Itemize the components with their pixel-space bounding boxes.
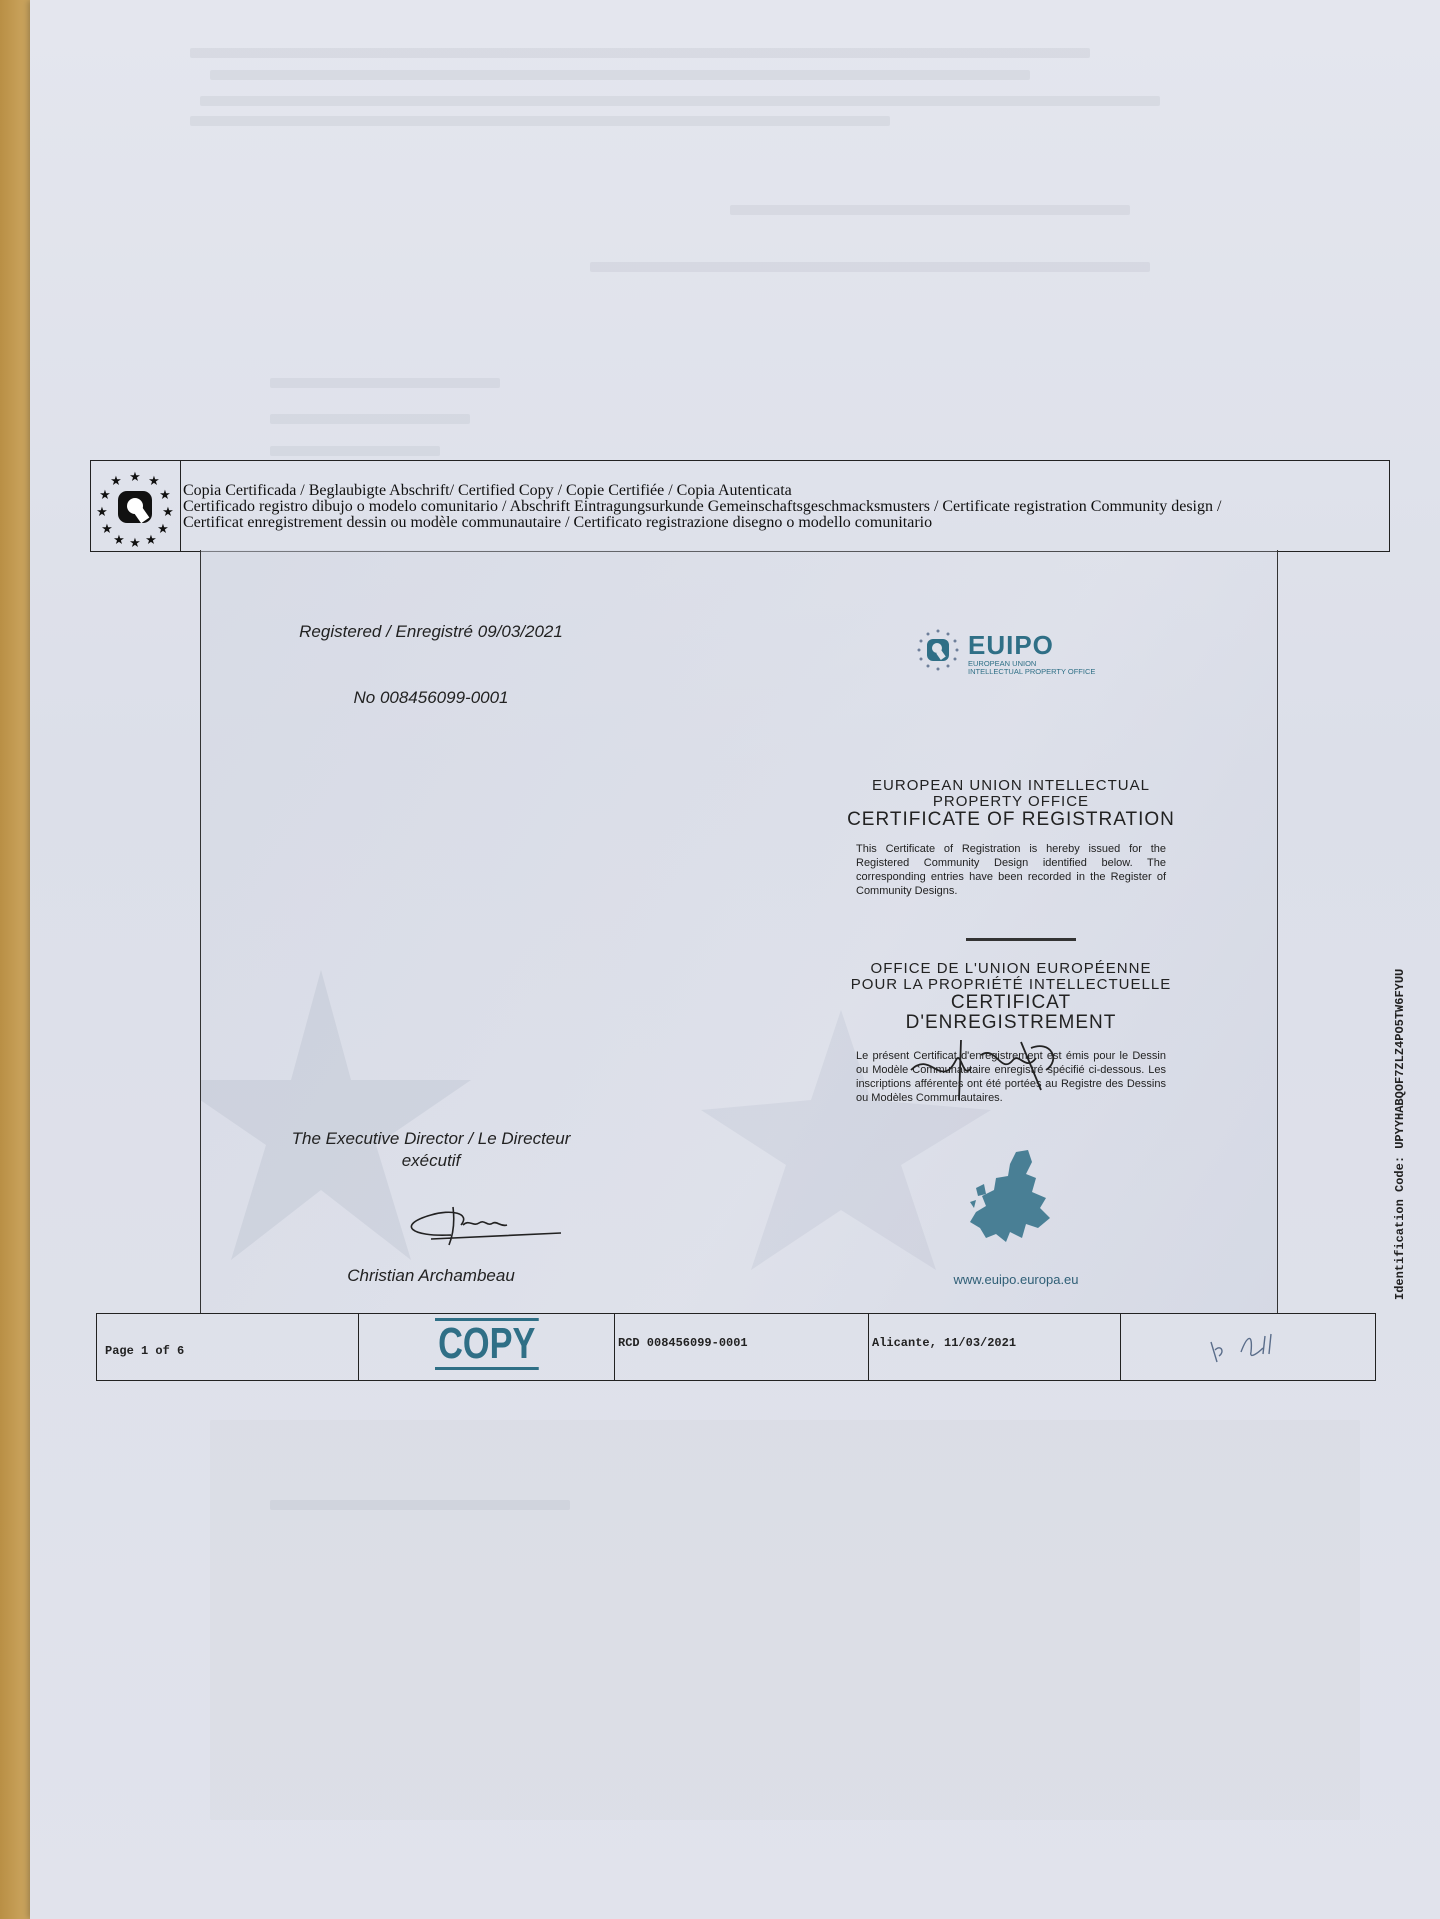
svg-text:★: ★	[145, 533, 157, 548]
place-date-cell	[869, 1314, 1121, 1380]
fr-office-line-1: OFFICE DE L'UNION EUROPÉENNE	[870, 960, 1152, 977]
svg-text:★: ★	[101, 522, 113, 537]
website-url: www.euipo.europa.eu	[953, 1272, 1079, 1287]
certified-copy-footer	[96, 1313, 1376, 1381]
certified-copy-header	[90, 460, 1390, 552]
ghost-text-line	[270, 446, 440, 456]
registration-number: No 008456099-0001	[353, 688, 509, 707]
svg-text:★: ★	[157, 522, 169, 537]
place-date: Alicante, 11/03/2021	[872, 1336, 1017, 1350]
svg-text:★: ★	[96, 505, 108, 520]
en-certificate-title: CERTIFICATE OF REGISTRATION	[847, 809, 1175, 830]
euipo-wordmark: EUIPO	[968, 630, 1054, 660]
ghost-text-line	[190, 116, 890, 126]
fr-office-line-2: POUR LA PROPRIÉTÉ INTELLECTUELLE	[850, 976, 1172, 993]
euipo-logo-subtitle	[968, 660, 1095, 676]
logo-subtitle-line-2: INTELLECTUAL PROPERTY OFFICE	[968, 667, 1096, 676]
en-office-line-2: PROPERTY OFFICE	[932, 793, 1090, 810]
euipo-logo-icon	[916, 628, 960, 672]
page-number: Page 1 of 6	[105, 1344, 185, 1358]
director-title-line-2: exécutif	[401, 1151, 461, 1170]
ghost-text-line	[200, 96, 1160, 106]
ghost-text-line	[210, 70, 1030, 80]
copy-stamp-cell	[359, 1314, 615, 1380]
rcd-cell	[615, 1314, 869, 1380]
overlay-signature	[901, 1030, 1081, 1110]
director-title-line-1: The Executive Director / Le Directeur	[291, 1129, 571, 1148]
registration-certificate	[200, 550, 1278, 1313]
euipo-logo	[916, 628, 1146, 688]
header-line-3: Certificat enregistrement dessin ou modèle communautaire / Certificato registrazione disegno o modello comunitario	[183, 514, 933, 531]
svg-text:★: ★	[129, 470, 141, 485]
svg-text:★: ★	[162, 505, 174, 520]
svg-text:★: ★	[113, 533, 125, 548]
ghost-text-line	[590, 262, 1150, 272]
svg-text:★: ★	[148, 474, 160, 489]
logo-subtitle-line-1: EUROPEAN UNION	[968, 659, 1037, 668]
euipo-stars-logo	[91, 461, 181, 551]
ghost-text-line	[730, 205, 1130, 215]
director-title	[281, 1128, 581, 1172]
en-description: This Certificate of Registration is hereby issued for the Registered Community Design identified below. The corresponding entries have been recorded in the Register of Community Designs.	[856, 843, 1166, 897]
svg-text:★: ★	[99, 488, 111, 503]
eu-map-icon	[966, 1148, 1056, 1248]
header-line-1: Copia Certificada / Beglaubigte Abschrift/ Certified Copy / Copie Certifiée / Copia Autenticata	[183, 482, 792, 499]
director-name: Christian Archambeau	[347, 1266, 515, 1285]
fr-certificate-title-1: CERTIFICAT	[950, 992, 1072, 1013]
certifier-signature	[1201, 1322, 1291, 1372]
fr-certificate-title-2: D'ENREGISTREMENT	[905, 1012, 1117, 1033]
header-line-2: Certificado registro dibujo o modelo comunitario / Abschrift Eintragungsurkunde Gemeinschaftsgeschmacksmusters / Certificate registration Community design /	[183, 498, 1222, 515]
svg-text:★: ★	[110, 474, 122, 489]
svg-text:★: ★	[159, 488, 171, 503]
english-block	[801, 778, 1221, 898]
rcd-number: RCD 008456099-0001	[618, 1336, 748, 1350]
ghost-text-line	[190, 48, 1090, 58]
section-divider	[966, 938, 1076, 941]
copy-stamp: COPY	[435, 1318, 539, 1370]
svg-text:★: ★	[129, 536, 141, 550]
ghost-text-line	[270, 378, 500, 388]
fr-description: Le présent Certificat d'enregistrement est émis pour le Dessin ou Modèle Communautaire enregistré spécifié ci-dessous. Les inscriptions afférentes ont été portées au Registre des Dessins ou Modèles Communautaires.	[856, 1050, 1166, 1104]
ghost-block	[210, 1420, 1360, 1820]
registration-date: Registered / Enregistré 09/03/2021	[299, 622, 563, 641]
page-number-cell	[97, 1314, 359, 1380]
identification-code: Identification Code: UPYYHABQOF7ZLZ4PO5TW6FYUU	[1393, 968, 1407, 1300]
director-signature	[391, 1195, 571, 1255]
ghost-text-line	[270, 414, 470, 424]
en-office-line-1: EUROPEAN UNION INTELLECTUAL	[872, 777, 1150, 794]
certifier-signature-cell	[1121, 1314, 1375, 1380]
